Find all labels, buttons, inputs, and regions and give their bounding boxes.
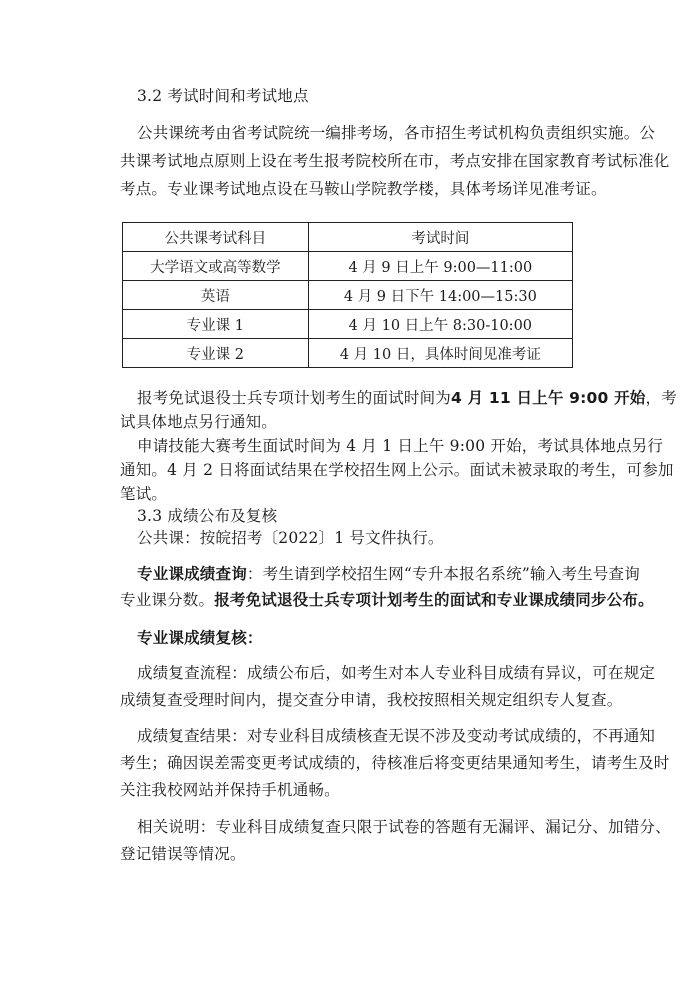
- paragraph-line: 登记错误等情况。: [120, 845, 246, 863]
- time-cell: 4 月 9 日下午 14:00—15:30: [308, 281, 572, 310]
- paragraph-line: 考生；确因误差需变更考试成绩的，待核准后将变更结果通知考生，请考生及时: [120, 754, 670, 772]
- score-query-text: ：考生请到学校招生网“专升本报名系统”输入考生号查询: [246, 565, 640, 583]
- time-cell: 4 月 10 日，具体时间见准考证: [308, 339, 572, 368]
- paragraph-line: 共课考试地点原则上设在考生报考院校所在市，考点安排在国家教育考试标准化: [120, 152, 670, 170]
- paragraph-line: 申请技能大赛考生面试时间为 4 月 1 日上午 9:00 开始，考试具体地点另行: [137, 437, 664, 455]
- table-header-row: [123, 223, 573, 252]
- score-query-text-2: 专业课分数。: [120, 591, 215, 609]
- score-query-line-2: [120, 590, 654, 610]
- paragraph-line: 成绩复查受理时间内，提交查分申请，我校按照相关规定组织专人复查。: [120, 691, 623, 709]
- subject-cell: 大学语文或高等数学: [123, 252, 309, 281]
- table-row: [123, 339, 573, 368]
- paragraph-line: 成绩复查流程：成绩公布后，如考生对本人专业科目成绩有异议，可在规定: [137, 664, 656, 682]
- subject-cell: 英语: [123, 281, 309, 310]
- score-query-label: 专业课成绩查询: [137, 565, 247, 583]
- paragraph-line: 成绩复查结果：对专业科目成绩核查无误不涉及变动考试成绩的，不再通知: [137, 727, 656, 745]
- paragraph-line: 考点。专业课考试地点设在马鞍山学院教学楼，具体考场详见准考证。: [120, 180, 607, 198]
- paragraph-line: 通知。4 月 2 日将面试结果在学校招生网上公示。面试未被录取的考生，可参加: [120, 461, 674, 479]
- time-cell: 4 月 10 日上午 8:30-10:00: [308, 310, 572, 339]
- section-3-3-heading: 3.3 成绩公布及复核: [137, 507, 278, 525]
- veteran-interview-time: 4 月 11 日上午 9:00 开始: [451, 389, 646, 407]
- table-header-cell: 公共课考试科目: [123, 223, 309, 252]
- table-row: [123, 281, 573, 310]
- section-3-2-heading: 3.2 考试时间和考试地点: [137, 87, 309, 105]
- subject-cell: 专业课 1: [123, 310, 309, 339]
- paragraph-line: 相关说明：专业科目成绩复查只限于试卷的答题有无漏评、漏记分、加错分、: [137, 818, 671, 836]
- veteran-interview-line: [137, 388, 677, 408]
- paragraph-line: 公共课统考由省考试院统一编排考场，各市招生考试机构负责组织实施。公: [137, 124, 656, 142]
- paragraph-line: 试具体地点另行通知。: [120, 413, 278, 431]
- table-header-cell: 考试时间: [308, 223, 572, 252]
- veteran-text-suffix: ，考: [645, 389, 677, 407]
- time-cell: 4 月 9 日上午 9:00—11:00: [308, 252, 572, 281]
- paragraph-line: 笔试。: [120, 485, 168, 503]
- public-course-line: 公共课：按皖招考〔2022〕1 号文件执行。: [137, 529, 444, 547]
- score-review-heading: 专业课成绩复核：: [137, 629, 263, 647]
- subject-cell: 专业课 2: [123, 339, 309, 368]
- veteran-text: 报考免试退役士兵专项计划考生的面试时间为: [137, 389, 452, 407]
- veteran-score-note: 报考免试退役士兵专项计划考生的面试和专业课成绩同步公布。: [214, 591, 654, 609]
- table-row: [123, 252, 573, 281]
- score-query-line: [137, 564, 640, 584]
- table-row: [123, 310, 573, 339]
- exam-schedule-table: [122, 222, 573, 368]
- paragraph-line: 关注我校网站并保持手机通畅。: [120, 781, 340, 799]
